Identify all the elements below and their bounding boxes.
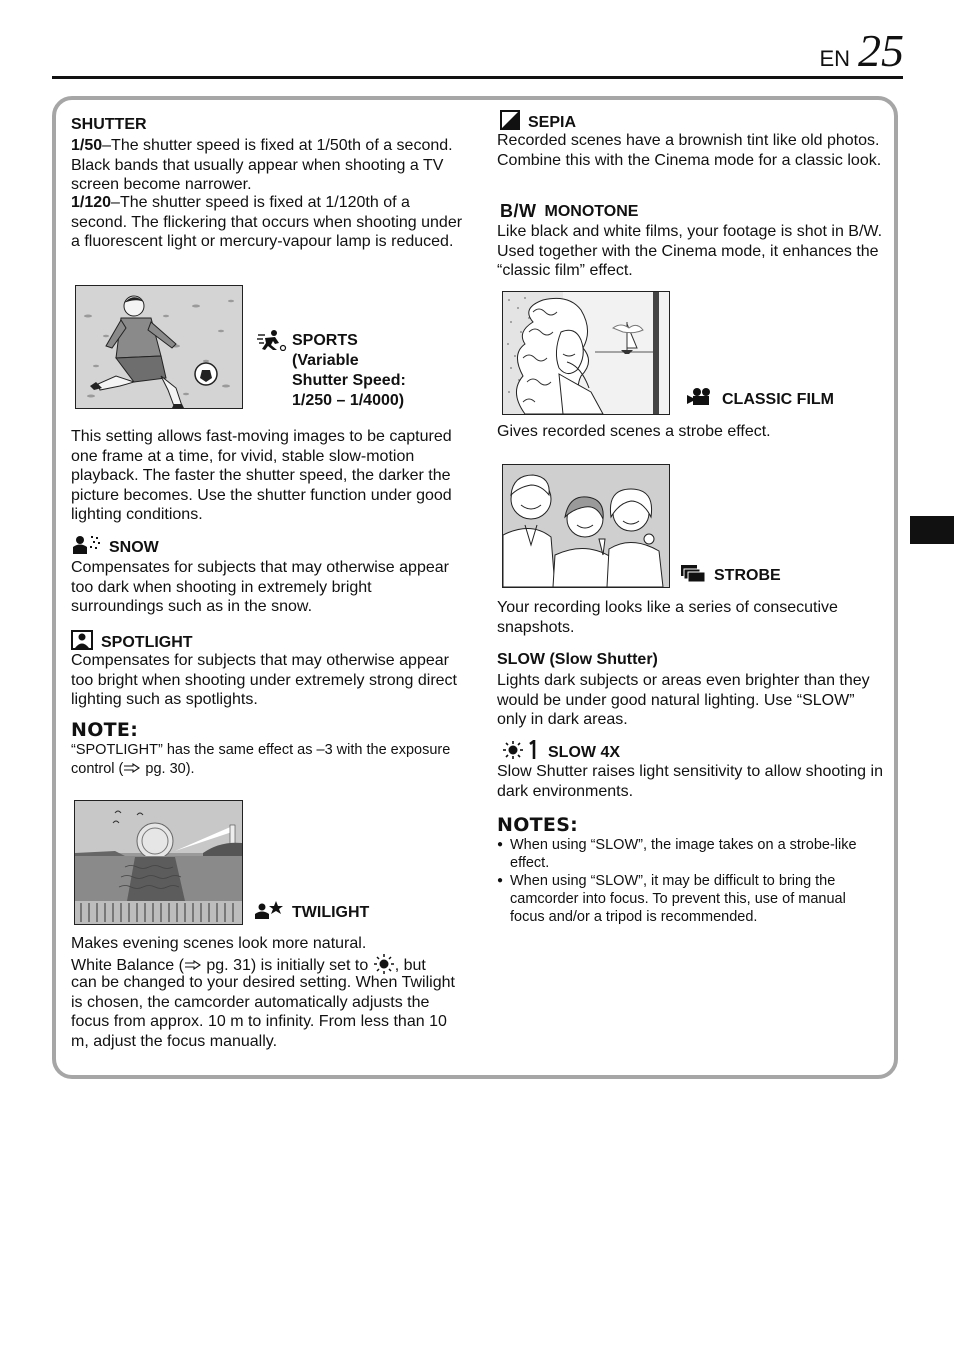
twilight-line-1: Makes evening scenes look more natural.	[71, 935, 367, 952]
snow-description: Compensates for subjects that may otherwise appear too dark when shooting in extremely bright surroundings such as in the snow.	[71, 559, 449, 615]
note-text-end: pg. 30).	[141, 761, 195, 777]
classic-film-heading	[686, 387, 834, 412]
strobe-description: Your recording looks like a series of consecutive snapshots.	[497, 599, 838, 636]
notes-heading: NOTES:	[497, 814, 579, 836]
strobe-title: STROBE	[714, 566, 781, 584]
twilight-title: TWILIGHT	[292, 903, 370, 921]
sports-title: SPORTS	[292, 332, 358, 349]
page-reference-icon	[123, 762, 141, 774]
classic-film-title: CLASSIC FILM	[722, 390, 834, 408]
monotone-title: MONOTONE	[544, 202, 639, 220]
twilight-wb-text-a: White Balance (	[71, 957, 184, 974]
strobe-icon	[680, 564, 706, 587]
twilight-heading	[254, 900, 369, 925]
page-number	[819, 25, 904, 76]
note-text-start: “SPOTLIGHT” has the same effect as –3 with the exposure control (	[71, 742, 451, 777]
shutter-option-1-text: –The shutter speed is fixed at 1/50th of a second. Black bands that usually appear when shooting a TV screen become narrower.	[71, 137, 453, 193]
bw-icon: B/W	[500, 201, 537, 221]
shutter-option-2-label: 1/120	[71, 194, 112, 211]
classic-film-description: Gives recorded scenes a strobe effect.	[497, 423, 771, 440]
film-camera-icon	[686, 387, 714, 412]
sports-description: This setting allows fast-moving images to be captured one frame at a time, for vivid, stable slow-motion playback. The faster the shutter speed, the darker the picture becomes. Use the shutter function under good lighting conditions.	[71, 428, 452, 523]
header-rule	[52, 76, 903, 79]
shutter-option-2-text: –The shutter speed is fixed at 1/120th of a second. The flickering that occurs when shooting under a fluorescent light or mercury-vapour lamp is reduced.	[71, 194, 463, 250]
snow-heading	[71, 535, 159, 560]
three-people-image	[503, 465, 669, 587]
sports-subtitle-1: (Variable	[292, 352, 359, 369]
sports-subtitle-2: Shutter Speed:	[292, 372, 406, 389]
monotone-description: Like black and white films, your footage is shot in B/W. Used together with the Cinema mode, it enhances the “classic film” effect.	[497, 223, 883, 279]
shutter-title: SHUTTER	[71, 116, 147, 133]
monotone-heading	[500, 201, 638, 222]
snow-title: SNOW	[109, 538, 159, 556]
twilight-description: can be changed to your desired setting. When Twilight is chosen, the camcorder automatically adjusts the focus from approx. 10 m to infinity. From less than 10 m, adjust the focus manually.	[71, 974, 455, 1050]
note-heading: NOTE:	[71, 719, 139, 741]
strobe-heading	[680, 564, 781, 587]
section-tab-marker	[910, 516, 954, 544]
sepia-description: Recorded scenes have a brownish tint like old photos. Combine this with the Cinema mode for a classic look.	[497, 132, 882, 169]
spotlight-title: SPOTLIGHT	[101, 633, 193, 651]
slow-title: SLOW (Slow Shutter)	[497, 651, 658, 668]
classic-film-illustration	[502, 291, 670, 415]
page-number-value: 25	[858, 25, 904, 76]
note-text	[71, 741, 463, 779]
twilight-illustration	[74, 800, 243, 925]
twilight-wb-text-c: , but	[394, 957, 426, 974]
language-label: EN	[819, 46, 850, 71]
twilight-wb-text-b: pg. 31) is initially set to	[201, 957, 373, 974]
shutter-heading	[71, 116, 147, 134]
soccer-player-image	[76, 286, 242, 408]
page-reference-icon	[184, 959, 202, 971]
slow-heading	[497, 651, 658, 669]
shutter-option-2	[71, 193, 463, 252]
notes-item: ● When using “SLOW”, the image takes on a strobe-like effect.	[497, 836, 883, 872]
twilight-icon	[254, 900, 284, 925]
shutter-option-1	[71, 136, 463, 195]
shutter-option-1-label: 1/50	[71, 137, 103, 154]
slow-4x-title: SLOW 4X	[548, 743, 621, 761]
strobe-illustration	[502, 464, 670, 588]
sports-icon	[257, 329, 287, 356]
sports-subtitle-3: 1/250 – 1/4000)	[292, 392, 405, 409]
sports-heading	[292, 331, 406, 411]
notes-list	[497, 836, 883, 926]
sports-illustration	[75, 285, 243, 409]
woman-by-window-image	[503, 292, 669, 414]
sun-icon	[373, 954, 395, 974]
notes-item: ● When using “SLOW”, it may be difficult to bring the camcorder into focus. To prevent this, use of manual focus and/or a tripod is recommended.	[497, 872, 883, 926]
snow-icon	[71, 535, 101, 560]
slow-description: Lights dark subjects or areas even brighter than they would be under good natural lighting. Use “SLOW” only in dark areas.	[497, 672, 870, 728]
spotlight-description: Compensates for subjects that may otherwise appear too bright when shooting under extremely strong direct lighting such as spotlights.	[71, 652, 457, 708]
sunset-image	[75, 801, 242, 924]
sepia-title: SEPIA	[528, 113, 577, 131]
slow-4x-description: Slow Shutter raises light sensitivity to allow shooting in dark environments.	[497, 763, 883, 800]
